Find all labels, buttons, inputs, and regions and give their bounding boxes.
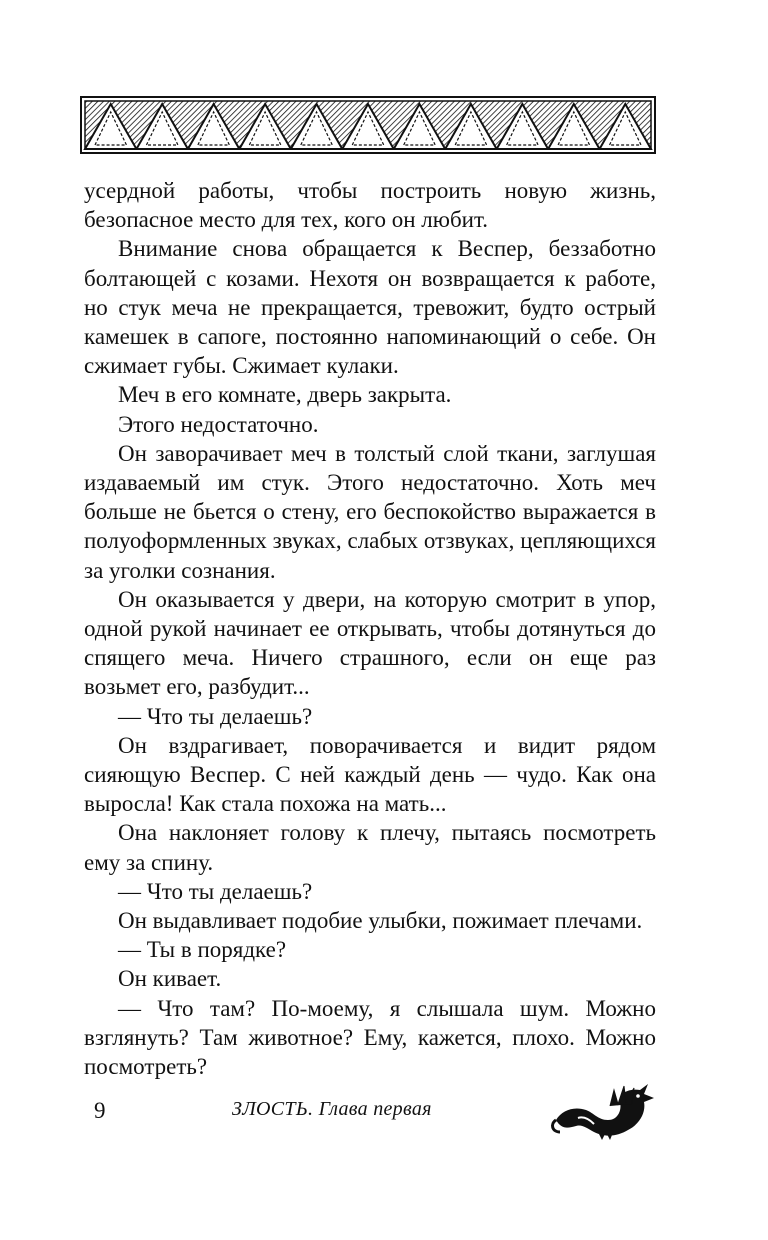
paragraph: — Что ты делаешь? — [118, 878, 313, 904]
paragraph: Он оказывается у двери, на которую смотрит в упор, одной рукой начинает ее открывать, чтобы дотянуться до спящего меча. Ничего страшного, если он еще раз возьмет его, разбудит... — [84, 586, 656, 700]
chapter-title: Глава первая — [318, 1098, 432, 1120]
paragraph: усердной работы, чтобы построить новую жизнь, безопасное место для тех, кого он любит. — [84, 178, 656, 233]
body-text — [84, 176, 656, 1081]
paragraph: Он заворачивает меч в толстый слой ткани, заглушая издаваемый им стук. Этого недостаточно. Хоть меч больше не бьется о стену, его беспокойство выражается в полуоформленных звуках, слабых отзвуках, цепляющихся за уголки сознания. — [84, 440, 656, 583]
page-number: 9 — [94, 1098, 106, 1123]
dragon-icon — [548, 1080, 656, 1142]
paragraph: Меч в его комнате, дверь закрыта. — [118, 382, 452, 408]
paragraph: Он выдавливает подобие улыбки, пожимает плечами. — [118, 908, 643, 934]
paragraph: Она наклоняет голову к плечу, пытаясь посмотреть ему за спину. — [84, 820, 656, 875]
book-title: ЗЛОСТЬ. — [232, 1098, 314, 1120]
paragraph: — Что там? По-моему, я слышала шум. Можно взглянуть? Там животное? Ему, кажется, плохо. Можно посмотреть? — [84, 995, 656, 1080]
paragraph: Он кивает. — [118, 966, 222, 992]
decorative-border-ornament — [80, 96, 656, 154]
paragraph: — Ты в порядке? — [118, 937, 287, 963]
paragraph: Этого недостаточно. — [118, 411, 319, 437]
paragraph: — Что ты делаешь? — [118, 703, 313, 729]
paragraph: Он вздрагивает, поворачивается и видит рядом сияющую Веспер. С ней каждый день — чудо. Как она выросла! Как стала похожа на мать... — [84, 732, 656, 817]
page-footer — [84, 1092, 656, 1152]
paragraph: Внимание снова обращается к Веспер, беззаботно болтающей с козами. Нехотя он возвращается к работе, но стук меча не прекращается, тревожит, будто острый камешек в сапоге, постоянно напоминающий о себе. Он сжимает губы. Сжимает кулаки. — [84, 236, 656, 379]
running-title — [232, 1098, 432, 1121]
